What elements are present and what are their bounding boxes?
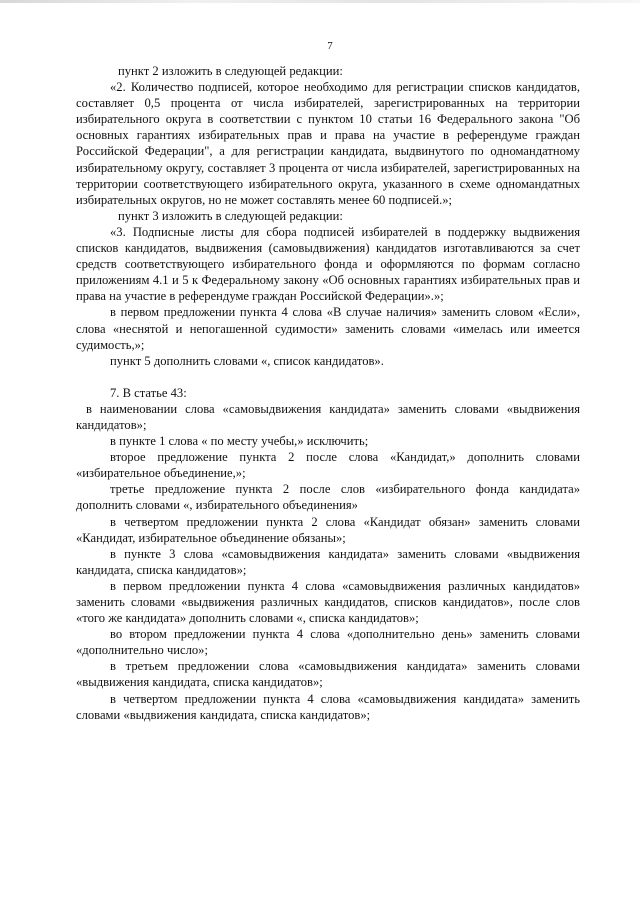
article-43-item: третье предложение пункта 2 после слов «избирательного фонда кандидата» дополнить словами «, избирательного объединения»: [76, 482, 580, 513]
paragraph-p2-intro: пункт 2 изложить в следующей редакции:: [118, 64, 343, 78]
article-43-item: в наименовании слова «самовыдвижения кандидата» заменить словами «выдвижения кандидатов»;: [76, 401, 580, 432]
article-43-item: в третьем предложении слова «самовыдвижения кандидата» заменить словами «выдвижения кандидата, списка кандидатов»;: [76, 659, 580, 690]
paragraph-p4-change: в первом предложении пункта 4 слова «В случае наличия» заменить словом «Если», слова «неснятой и непогашенной судимости» заменить словами «имелась или имеется судимость,»;: [76, 305, 580, 352]
article-43-item: второе предложение пункта 2 после слова «Кандидат,» дополнить словами «избирательное объединение,»;: [76, 450, 580, 481]
section-spacer: [76, 369, 580, 385]
scan-edge-smudge: [0, 0, 640, 3]
article-43-item: во втором предложении пункта 4 слова «дополнительно день» заменить словами «дополнительно число»;: [76, 627, 580, 658]
paragraph-p2-quote: «2. Количество подписей, которое необходимо для регистрации списков кандидатов, составляет 0,5 процента от числа избирателей, зарегистрированных на территории избирательного округа в соответствии с пунктом 10 статьи 16 Федерального закона "Об основных гарантиях избирательных прав и права на участие в референдуме граждан Российской Федерации", а для регистрации кандидата, выдвинутого по одномандатному избирательному округу, составляет 3 процента от числа избирателей, зарегистрированных на территории соответствующего избирательного округа, указанного в схеме одномандатных избирательных округов, но не может составлять менее 60 подписей.»;: [76, 80, 580, 207]
paragraph-p3-intro: пункт 3 изложить в следующей редакции:: [118, 208, 343, 223]
paragraph-p3-quote: «3. Подписные листы для сбора подписей избирателей в поддержку выдвижения списков кандидатов, выдвижения (самовыдвижения) кандидатов изготавливаются за счет средств соответствующего избирательного фонда и оформляются по формам согласно приложениям 4.1 и 5 к Федеральному закону «Об основных гарантиях избирательных прав и права на участие в референдуме граждан Российской Федерации».»;: [76, 224, 580, 304]
article-43-heading: 7. В статье 43:: [110, 385, 187, 400]
article-43-item: в первом предложении пункта 4 слова «самовыдвижения различных кандидатов» заменить словами «выдвижения различных кандидатов, списков кандидатов», после слов «того же кандидата» дополнить словами «, списка кандидатов»;: [76, 578, 580, 626]
article-43-item: в пункте 3 слова «самовыдвижения кандидата» заменить словами «выдвижения кандидата, списка кандидатов»;: [76, 546, 580, 577]
article-43-item: в пункте 1 слова « по месту учебы,» исключить;: [110, 434, 369, 449]
article-43-item: в четвертом предложении пункта 4 слова «самовыдвижения кандидата» заменить словами «выдвижения кандидата, списка кандидатов»;: [76, 691, 580, 722]
article-43-item: в четвертом предложении пункта 2 слова «Кандидат обязан» заменить словами «Кандидат, избирательное объединение обязаны»;: [76, 514, 580, 545]
document-body: [76, 63, 580, 723]
paragraph-p5-change: пункт 5 дополнить словами «, список кандидатов».: [110, 353, 384, 368]
page-number: 7: [327, 40, 333, 52]
